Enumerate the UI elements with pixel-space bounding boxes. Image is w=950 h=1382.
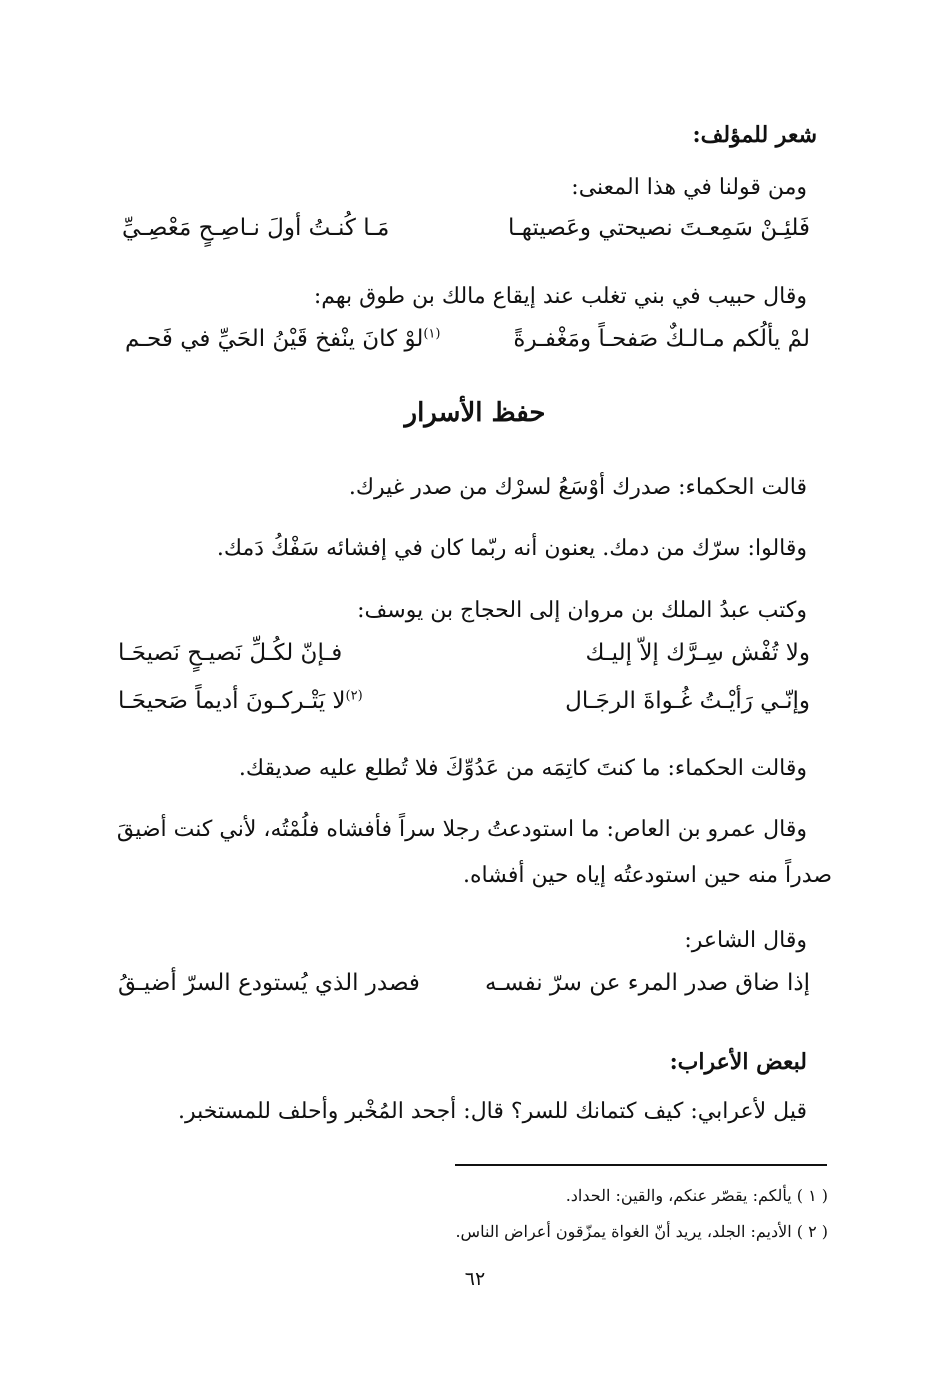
verse-line [118,640,810,672]
verse-hemistich-first: لمْ يألُكم مـالـكٌ صَفحـاً ومَغْفـرةً [513,326,810,352]
verse-hemistich-second: مَـا كُنـتُ أولَ نـاصِـحٍ مَعْصِـيِّ [122,215,390,241]
verse-hemistich-text: لا يَتْـركـونَ أديماً صَحيحَـا [118,688,346,714]
paragraph: وكتب عبدُ الملك بن مروان إلى الحجاج بن يوسف: [357,598,807,623]
verse-line [118,688,810,720]
paragraph: وقال الشاعر: [684,928,807,953]
footnote-number: ( ٢ ) [796,1222,828,1241]
paragraph: قيل لأعرابي: كيف كتمانك للسر؟ قال: أجحد المُخْبر وأحلف للمستخبر. [178,1099,807,1124]
verse-hemistich-first: فَلئِـنْ سَمِعـتَ نصيحتي وعَصيتهـا [508,215,810,241]
verse-hemistich-second: فصدر الذي يُستودع السرّ أضيـقُ [118,970,420,996]
paragraph: قالت الحكماء: صدرك أوْسَعُ لسرْك من صدر غيرك. [348,475,807,500]
paragraph-habib: وقال حبيب في بني تغلب عند إيقاع مالك بن طوق بهم: [313,284,807,309]
footnote-ref: (١) [423,326,441,342]
verse-line [125,326,810,358]
section-heading-bedouins: لبعض الأعراب: [669,1049,807,1075]
paragraph-line: صدراً منه حين استودعتُه إياه حين أفشاه. [463,863,832,888]
footnote-divider [455,1164,827,1166]
section-heading-author-poetry: شعر للمؤلف: [692,122,817,148]
verse-hemistich-second [125,326,440,354]
verse-hemistich-first: ولا تُفْش سِـرَّك إلاّ إليـك [585,640,810,666]
verse-hemistich-text: لوْ كانَ ينْفخ قَيْنُ الحَيِّ في فَحـم [125,326,424,352]
footnote-number: ( ١ ) [796,1186,828,1205]
verse-hemistich-first: إذا ضاق صدر المرء عن سرّ نفسـه [485,970,810,996]
verse-line [118,970,810,1002]
footnote-text: الأديم: الجلد، يريد أنّ الغواة يمزّقون أعراض الناس. [455,1222,792,1241]
footnote-text: يألكم: يقصّر عنكم، والقين: الحداد. [565,1186,792,1205]
page-number: ٦٢ [464,1268,486,1290]
paragraph: وقالوا: سرّك من دمك. يعنون أنه ربّما كان في إفشائه سَفْكُ دَمك. [216,536,807,561]
verse-hemistich-second: فـإنّ لكُـلِّ نَصيـحٍ نَصيحَـا [118,640,343,666]
footnote [566,1186,828,1205]
paragraph-intro: ومن قولنا في هذا المعنى: [571,175,807,200]
paragraph-line: وقال عمرو بن العاص: ما استودعتُ رجلا سراً فأفشاه فلُمْتُه، لأني كنت أضيقَ [116,817,807,842]
verse-hemistich-first: وإنّـي رَأيْـتُ غُـواةَ الرجَـال [565,688,810,714]
footnote-ref: (٢) [345,688,363,704]
section-title: حفظ الأسرار [404,398,546,428]
verse-hemistich-second [118,688,363,716]
footnote [455,1222,828,1241]
verse-line [122,215,810,247]
paragraph: وقالت الحكماء: ما كنتَ كاتِمَه من عَدُوِّكَ فلا تُطلع عليه صديقك. [238,756,807,781]
